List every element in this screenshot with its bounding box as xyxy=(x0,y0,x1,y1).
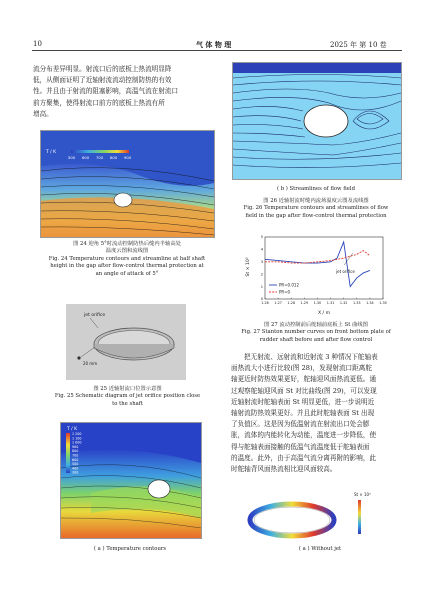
text-line: 低，从侧面证明了近轴射流流动控制防热的有效 xyxy=(33,76,172,85)
caption-en: Fig. 25 Schematic diagram of jet orifice position close xyxy=(54,393,201,400)
caption-cn: 图 27 流动控制前后舵轴前底板上 St 曲线图 xyxy=(264,322,368,328)
x-tick-label: 1.35 xyxy=(379,301,387,305)
caption-en: rudder shaft before and after flow control xyxy=(259,336,373,343)
x-tick-label: 1.29 xyxy=(300,301,309,305)
text-line: 前方聚集，使得射流口前方的底板上热流有所 xyxy=(33,98,165,107)
text-line: 胀，流体的内能转化为动能，温度进一步降低，使 xyxy=(231,431,377,440)
x-tick-label: 1.30 xyxy=(313,301,322,305)
text-line: 性。并且由于射流的阻塞影响，高温气流在射流口 xyxy=(33,87,179,96)
caption-cn: 图 26 近轴射流时缝内流场温度云图及流线图 xyxy=(263,198,369,204)
caption-en: field in the gap after flow-control thermal protection xyxy=(245,212,387,219)
caption-en: to the shaft xyxy=(112,400,143,407)
legend-item: PR=0.012 xyxy=(279,282,299,288)
x-tick-label: 1.31 xyxy=(326,301,335,305)
fig24-image xyxy=(40,130,215,238)
text-line: 增高。 xyxy=(33,109,53,118)
fig26a-subcaption: ( a ) Temperature contours xyxy=(93,546,167,552)
fig26-legend-label: T / K xyxy=(67,427,78,432)
text-line: 把无射流、远射流和近射流 3 种情况下舵轴表 xyxy=(244,353,378,361)
fig24-contour xyxy=(41,131,214,237)
caption-en: height in the gap after flow-control thermal protection at xyxy=(50,263,204,270)
fig28a-subcaption: ( a ) Without jet xyxy=(298,546,342,552)
fig24-legend-label: T / K xyxy=(46,150,57,155)
fig27-caption xyxy=(226,322,406,344)
fig26-tick: 700 xyxy=(72,453,79,458)
text-line: 流分布差异明显。射流口后的底板上热流明显降 xyxy=(33,65,172,73)
fig26-tick: 1 000 xyxy=(72,440,82,445)
text-line: 过观察舵轴迎风面 St 对比曲线(图 29)，可以发现 xyxy=(231,386,377,395)
page-number: 10 xyxy=(33,40,42,48)
fig26-tick: 800 xyxy=(72,449,79,454)
y-tick-label: 5 xyxy=(260,235,263,240)
y-tick-label: 3 xyxy=(260,260,263,264)
issue-info: 2025 年 第 10 卷 xyxy=(330,41,387,49)
fig26-tick: 600 xyxy=(72,457,79,462)
legend-item: PR=0 xyxy=(279,289,291,295)
text-line: 轴射流防热效果更好。并且此时舵轴表面 St 出现 xyxy=(231,409,375,418)
x-tick-label: 1.26 xyxy=(261,301,269,305)
y-axis-label: St × 10³ xyxy=(246,257,251,277)
text-line: 了负值区。这是因为低温射流在射流出口处会膨 xyxy=(231,420,370,429)
fig26-tick: 900 xyxy=(72,444,79,449)
caption-cn: 图 25 近轴射流口位置示意图 xyxy=(93,386,162,392)
left-text-block xyxy=(33,64,215,120)
x-tick-label: 1.28 xyxy=(287,301,296,305)
fig25-jet-label: jet orifice xyxy=(84,313,106,318)
y-tick-label: 4 xyxy=(260,247,263,252)
caption-en: Fig. 24 Temperature contours and streamline at half shaft xyxy=(48,255,206,262)
x-tick-label: 1.34 xyxy=(366,301,374,305)
jet-orifice-annotation: jet orifice xyxy=(336,269,355,274)
fig24-tick: 800 xyxy=(110,155,118,160)
journal-name: 气 体 物 理 xyxy=(196,40,232,49)
fig26a-image xyxy=(60,422,202,539)
right-text-block xyxy=(231,352,403,475)
fig24-tick: 700 xyxy=(96,155,104,160)
fig24-tick: 500 xyxy=(68,155,76,160)
text-line: 时舵轴背风面热流相比迎风面较高。 xyxy=(231,465,337,474)
y-tick-label: 2 xyxy=(260,272,263,277)
fig25-caption xyxy=(40,386,215,408)
fig24-caption xyxy=(34,241,220,278)
fig26-tick: 300 xyxy=(72,470,79,475)
fig25-image xyxy=(66,304,186,380)
fig28a-ring xyxy=(240,486,400,542)
y-tick-label: 1 xyxy=(260,284,263,289)
jet-orifice-marker xyxy=(77,356,80,359)
fig26b-image xyxy=(232,62,402,180)
y-tick-label: 0 xyxy=(260,297,263,302)
text-line: 面热流大小进行比较(图 28)，发现射流口距离舵 xyxy=(231,364,372,373)
fig26-colorbar xyxy=(66,433,70,473)
fig26-caption xyxy=(226,198,406,220)
fig26b-streamlines xyxy=(233,63,401,179)
fig27-chart xyxy=(243,233,391,315)
fig26-tick: 400 xyxy=(72,466,79,471)
text-line: 得与舵轴表面接触的低温气流温度低于舵轴表面 xyxy=(231,442,370,451)
fig27-svg xyxy=(243,233,391,315)
fig24-tick: 600 xyxy=(82,155,90,160)
fig26-tick: 500 xyxy=(72,462,79,467)
x-axis-label: X / m xyxy=(317,311,331,315)
fig28-colorbar xyxy=(358,500,361,534)
caption-en: Fig. 27 Stanton number curves on front bottom plate of xyxy=(241,329,391,336)
caption-cn: 图 24 迎角 5°时流动控制防热后缝内半轴高处 xyxy=(73,241,181,247)
x-tick-label: 1.27 xyxy=(274,301,282,305)
caption-cn: 温度云图和流线图 xyxy=(105,248,149,255)
fig28a-image xyxy=(240,486,400,542)
text-line: 的温度。此外，由于高温气流分离再附的影响，此 xyxy=(231,453,377,462)
fig25-dim-label: 20 mm xyxy=(83,361,98,366)
header-rule xyxy=(32,50,402,51)
fig24-colorbar xyxy=(71,150,129,153)
fig28-legend-label: St × 10³ xyxy=(354,492,371,497)
x-tick-label: 1.33 xyxy=(352,301,361,305)
fig26-tick: 1 100 xyxy=(72,436,82,441)
fig26a-contour xyxy=(61,423,201,538)
x-tick-label: 1.32 xyxy=(339,301,348,305)
fig24-tick: 900 xyxy=(124,155,132,160)
fig26b-subcaption: ( b ) Streamlines of flow field xyxy=(276,186,356,192)
text-line: 轴更近时防热效果更好，舵轴迎风面热流更低。通 xyxy=(231,375,377,384)
text-line: 近轴射流时舵轴表面 St 明显更低，进一步说明近 xyxy=(231,397,375,406)
fig26-tick: 1 200 xyxy=(72,432,82,436)
caption-en: Fig. 26 Temperature contours and streamlines of flow xyxy=(243,205,389,212)
fig25-schematic xyxy=(66,304,186,380)
caption-en: an angle of attack of 5° xyxy=(95,270,159,277)
